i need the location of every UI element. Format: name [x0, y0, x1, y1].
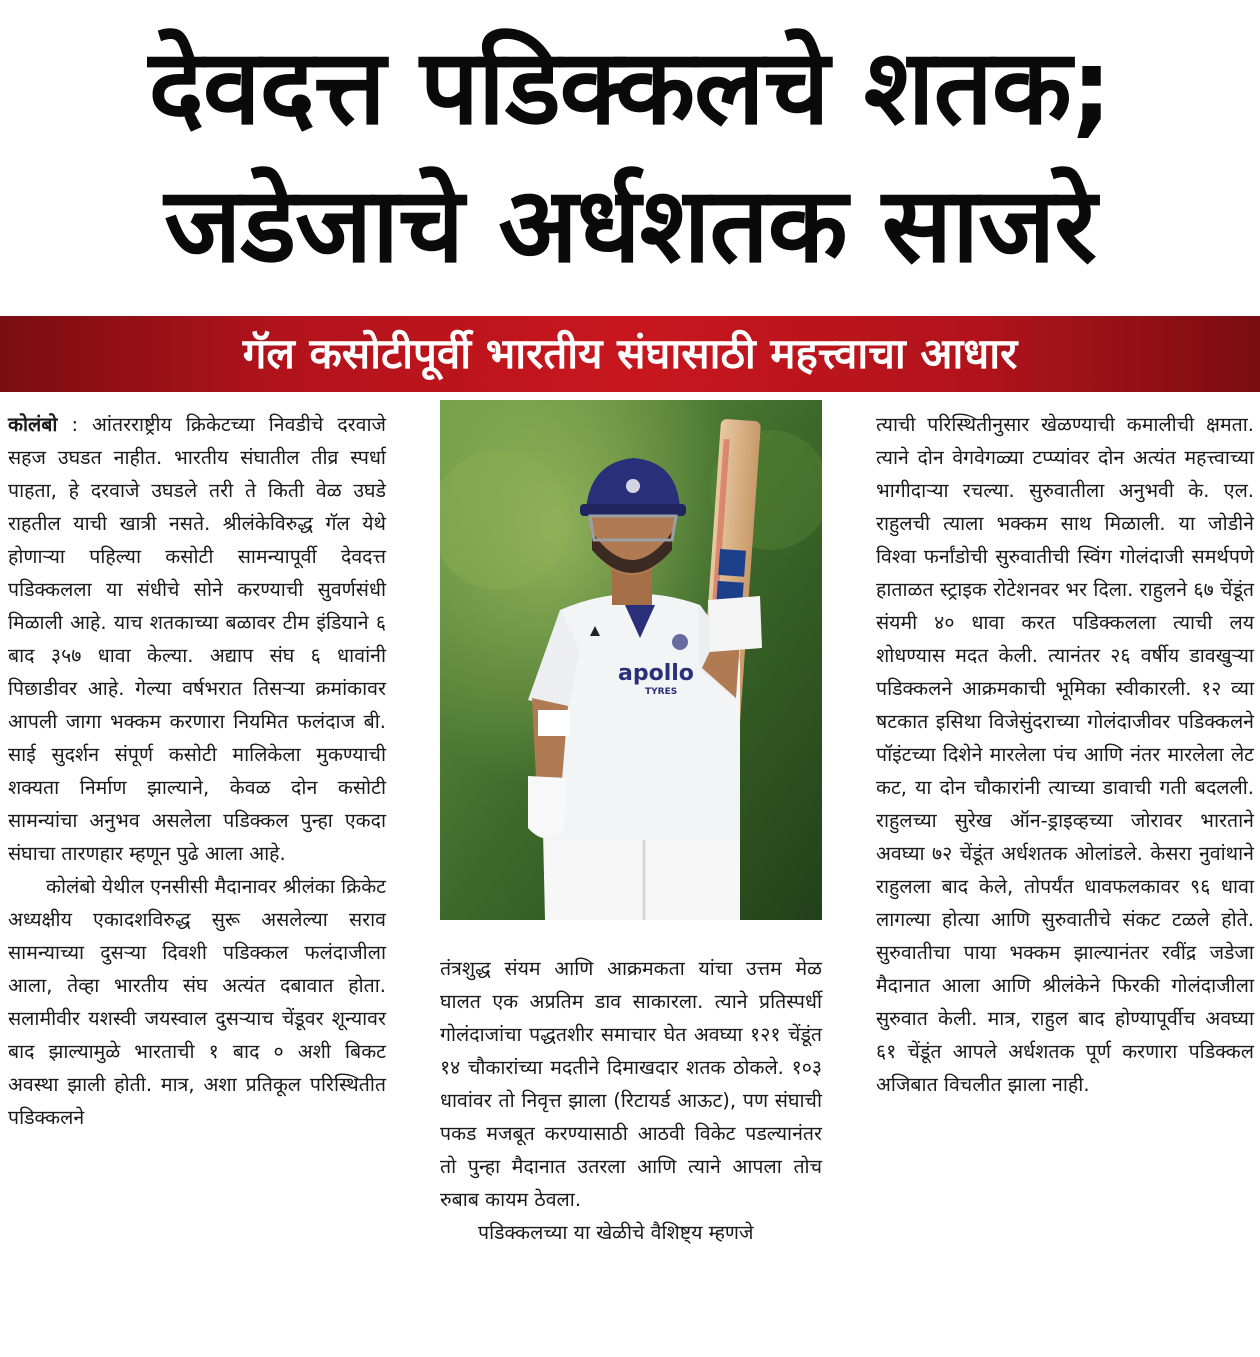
article-paragraph	[8, 408, 386, 870]
headline-line-2: जडेजाचे अर्धशतक साजरे	[164, 164, 1096, 286]
dateline: कोलंबो	[8, 413, 58, 436]
jersey-logo: apollo	[618, 661, 694, 686]
article-paragraph: त्याची परिस्थितीनुसार खेळण्याची कमालीची क्षमता. त्याने दोन वेगवेगळ्या टप्प्यांवर दोन अत्यंत महत्त्वाच्या भागीदाऱ्या रचल्या. सुरुवातीला अनुभवी के. एल. राहुलची त्याला भक्कम साथ मिळाली. या जोडीने विश्वा फर्नांडोची सुरुवातीची स्विंग गोलंदाजी समर्थपणे हाताळत स्ट्राइक रोटेशनवर भर दिला. राहुलने ६७ चेंडूंत संयमी ४० धावा करत पडिक्कलला त्याची लय शोधण्यास मदत केली. त्यानंतर २६ वर्षीय डावखुऱ्या पडिक्कलने आक्रमकाची भूमिका स्वीकारली. १२ व्या षटकात इसिथा विजेसुंदराच्या गोलंदाजीवर पडिक्कलने पॉइंटच्या दिशेने मारलेला पंच आणि नंतर मारलेला लेट कट, या दोन चौकारांनी त्याच्या डावाची गती बदलली. राहुलच्या सुरेख ऑन-ड्राइव्हच्या जोरावर भारताने अवघ्या ७२ चेंडूंत अर्धशतक ओलांडले. केसरा नुवांथाने राहुलला बाद केले, तोपर्यंत धावफलकावर ९६ धावा लागल्या होत्या आणि सुरुवातीचे संकट टळले होते. सुरुवातीचा पाया भक्कम झाल्यानंतर रवींद्र जडेजा मैदानात आला आणि श्रीलंकेने फिरकी गोलंदाजीला सुरुवात केली. मात्र, राहुल बाद होण्यापूर्वीच अवघ्या ६१ चेंडूंत आपले अर्धशतक पूर्ण करणारा पडिक्कल अजिबात विचलीत झाला नाही.	[876, 413, 1254, 1096]
jersey-logo-sub: TYRES	[645, 687, 678, 697]
headline-line-1: देवदत्त पडिक्कलचे शतक;	[148, 26, 1112, 148]
article-paragraph: तंत्रशुद्ध संयम आणि आक्रमकता यांचा उत्तम मेळ घालत एक अप्रतिम डाव साकारला. त्याने प्रतिस्पर्धी गोलंदाजांचा पद्धतशीर समाचार घेत अवघ्या १२१ चेंडूंत १४ चौकारांच्या मदतीने दिमाखदार शतक ठोकले. १०३ धावांवर तो निवृत्त झाला (रिटायर्ड आऊट), पण संघाची पकड मजबूत करण्यासाठी आठवी विकेट पडल्यानंतर तो पुन्हा मैदानात उतरला आणि त्याने आपला तोच रुबाब कायम ठेवला.	[440, 957, 822, 1211]
article-column-1	[8, 408, 386, 1134]
subheadline-banner	[0, 316, 1260, 392]
article-paragraph: पडिक्कलच्या या खेळीचे वैशिष्ट्य म्हणजे	[478, 1221, 754, 1244]
subheadline-text: गॅल कसोटीपूर्वी भारतीय संघासाठी महत्त्वाचा आधार	[242, 329, 1018, 378]
cricketer-photo	[440, 400, 822, 920]
article-photo	[440, 400, 822, 920]
article-text: : आंतरराष्ट्रीय क्रिकेटच्या निवडीचे दरवाजे सहज उघडत नाहीत. भारतीय संघातील तीव्र स्पर्धा पाहता, हे दरवाजे उघडले तरी ते किती वेळ उघडे राहतील याची खात्री नसते. श्रीलंकेविरुद्ध गॅल येथे होणाऱ्या पहिल्या कसोटी सामन्यापूर्वी देवदत्त पडिक्कलला या संधीचे सोने करण्याची सुवर्णसंधी मिळाली आहे. याच शतकाच्या बळावर टीम इंडियाने ६ बाद ३५७ धावा केल्या. अद्याप संघ ६ धावांनी पिछाडीवर आहे. गेल्या वर्षभरात तिसऱ्या क्रमांकावर आपली जागा भक्कम करणारा नियमित फलंदाज बी. साई सुदर्शन संपूर्ण कसोटी मालिकेला मुकण्याची शक्यता निर्माण झाल्याने, केवळ दोन कसोटी सामन्यांचा अनुभव असलेला पडिक्कल पुन्हा एकदा संघाचा तारणहार म्हणून पुढे आला आहे.	[8, 413, 387, 865]
article-column-3	[876, 408, 1254, 1101]
article-column-2	[440, 952, 822, 1249]
article-paragraph: कोलंबो येथील एनसीसी मैदानावर श्रीलंका क्रिकेट अध्यक्षीय एकादशविरुद्ध सुरू असलेल्या सराव सामन्याच्या दुसऱ्या दिवशी पडिक्कल फलंदाजीला आला, तेव्हा भारतीय संघ अत्यंत दबावात होता. सलामीवीर यशस्वी जयस्वाल दुसऱ्याच चेंडूवर शून्यावर बाद झाल्यामुळे भारताची १ बाद ० अशी बिकट अवस्था झाली होती. मात्र, अशा प्रतिकूल परिस्थितीत पडिक्कलने	[8, 875, 386, 1129]
